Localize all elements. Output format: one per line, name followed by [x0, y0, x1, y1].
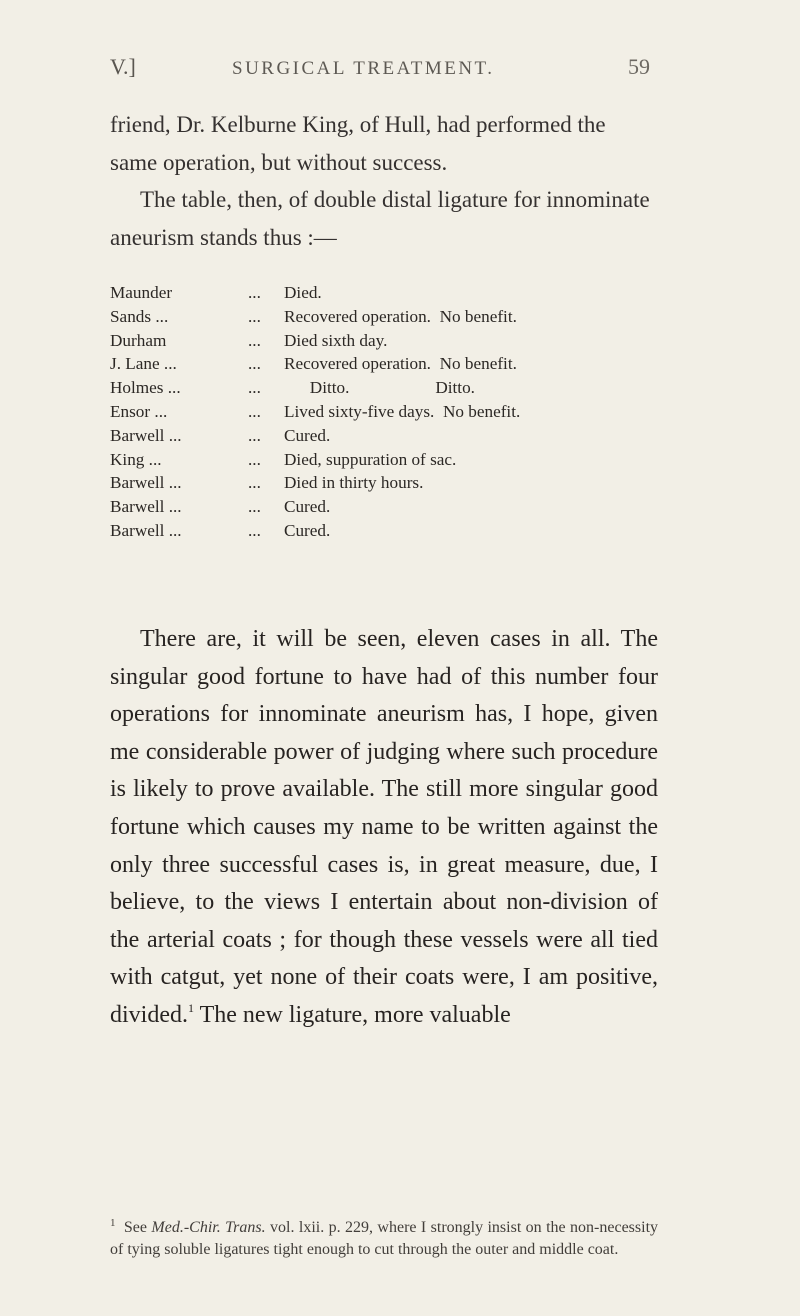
- case-name: Sands ...: [110, 306, 169, 326]
- case-result: Cured.: [284, 425, 331, 445]
- case-result: Cured.: [284, 497, 331, 517]
- case-row: [110, 329, 670, 353]
- footnote-pre: See: [123, 1219, 148, 1236]
- body-paragraph: [110, 621, 658, 1035]
- leader-dots: ...: [248, 449, 261, 469]
- case-result: Recovered operation. No benefit.: [284, 354, 517, 374]
- body-paragraph-text: There are, it will be seen, eleven cases in all. The singular good fortune to have had of this number four operations for innominate aneurism has, I hope, given me considerable power of judging where such procedure is likely to prove available. The still more singular good fortune which causes my name to be written against the only three successful cases is, in great measure, due, I believe, to the views I entertain about non-division of the arterial coats ; for though these vessels were all tied with catgut, yet none of their coats were, I am positive, divided.: [110, 626, 658, 1028]
- case-result: Died in thirty hours.: [284, 473, 424, 493]
- running-header: [110, 54, 650, 84]
- case-row: [110, 471, 670, 495]
- leader-dots: ...: [248, 520, 261, 540]
- case-row: [110, 495, 670, 519]
- case-name: Barwell ...: [110, 473, 182, 493]
- intro-text: [110, 106, 650, 256]
- footnote-text: vol. lxii. p. 229, where I strongly insist on the non-necessity of tying soluble ligatures tight enough to cut through the outer and middle coat.: [110, 1219, 659, 1258]
- leader-dots: ...: [248, 378, 261, 398]
- running-title: SURGICAL TREATMENT.: [232, 58, 495, 79]
- case-name: Barwell ...: [110, 520, 182, 540]
- case-name: Durham: [110, 330, 167, 350]
- leader-dots: ...: [248, 330, 261, 350]
- leader-dots: ...: [248, 401, 261, 421]
- leader-dots: ...: [248, 473, 261, 493]
- footnote-journal: Med.-Chir. Trans.: [151, 1219, 266, 1236]
- case-result: Cured.: [284, 520, 331, 540]
- leader-dots: ...: [248, 283, 261, 302]
- case-row: [110, 448, 670, 472]
- case-result: Lived sixty-five days. No benefit.: [284, 401, 521, 421]
- intro-paragraph-2: The table, then, of double distal ligature for innominate aneurism stands thus :—: [110, 187, 650, 250]
- footnote-reference: 1: [188, 1000, 194, 1015]
- intro-paragraph-1: friend, Dr. Kelburne King, of Hull, had performed the same operation, but without success.: [110, 112, 606, 175]
- footnote-mark: 1: [110, 1217, 116, 1229]
- case-result: Died.: [284, 283, 322, 302]
- case-name: J. Lane ...: [110, 354, 177, 374]
- case-row: [110, 352, 670, 376]
- case-result: Ditto. Ditto.: [284, 378, 475, 398]
- case-row: [110, 400, 670, 424]
- case-name: Holmes ...: [110, 378, 181, 398]
- case-row: [110, 376, 670, 400]
- case-name: Maunder: [110, 283, 173, 302]
- leader-dots: ...: [248, 354, 261, 374]
- footnote: [110, 1213, 658, 1260]
- case-row: [110, 424, 670, 448]
- case-result: Recovered operation. No benefit.: [284, 306, 517, 326]
- case-result: Died, suppuration of sac.: [284, 449, 457, 469]
- case-name: Barwell ...: [110, 425, 182, 445]
- case-name: Barwell ...: [110, 497, 182, 517]
- case-row: [110, 281, 670, 305]
- case-table: [110, 281, 670, 543]
- body-text: [110, 621, 658, 1035]
- case-result: Died sixth day.: [284, 330, 388, 350]
- case-row: [110, 305, 670, 329]
- leader-dots: ...: [248, 306, 261, 326]
- body-paragraph-tail: The new ligature, more valuable: [199, 1001, 511, 1028]
- case-name: King ...: [110, 449, 162, 469]
- leader-dots: ...: [248, 425, 261, 445]
- page-number: 59: [628, 54, 650, 79]
- leader-dots: ...: [248, 497, 261, 517]
- case-row: [110, 519, 670, 543]
- case-name: Ensor ...: [110, 401, 168, 421]
- chapter-marker: V.]: [110, 54, 136, 79]
